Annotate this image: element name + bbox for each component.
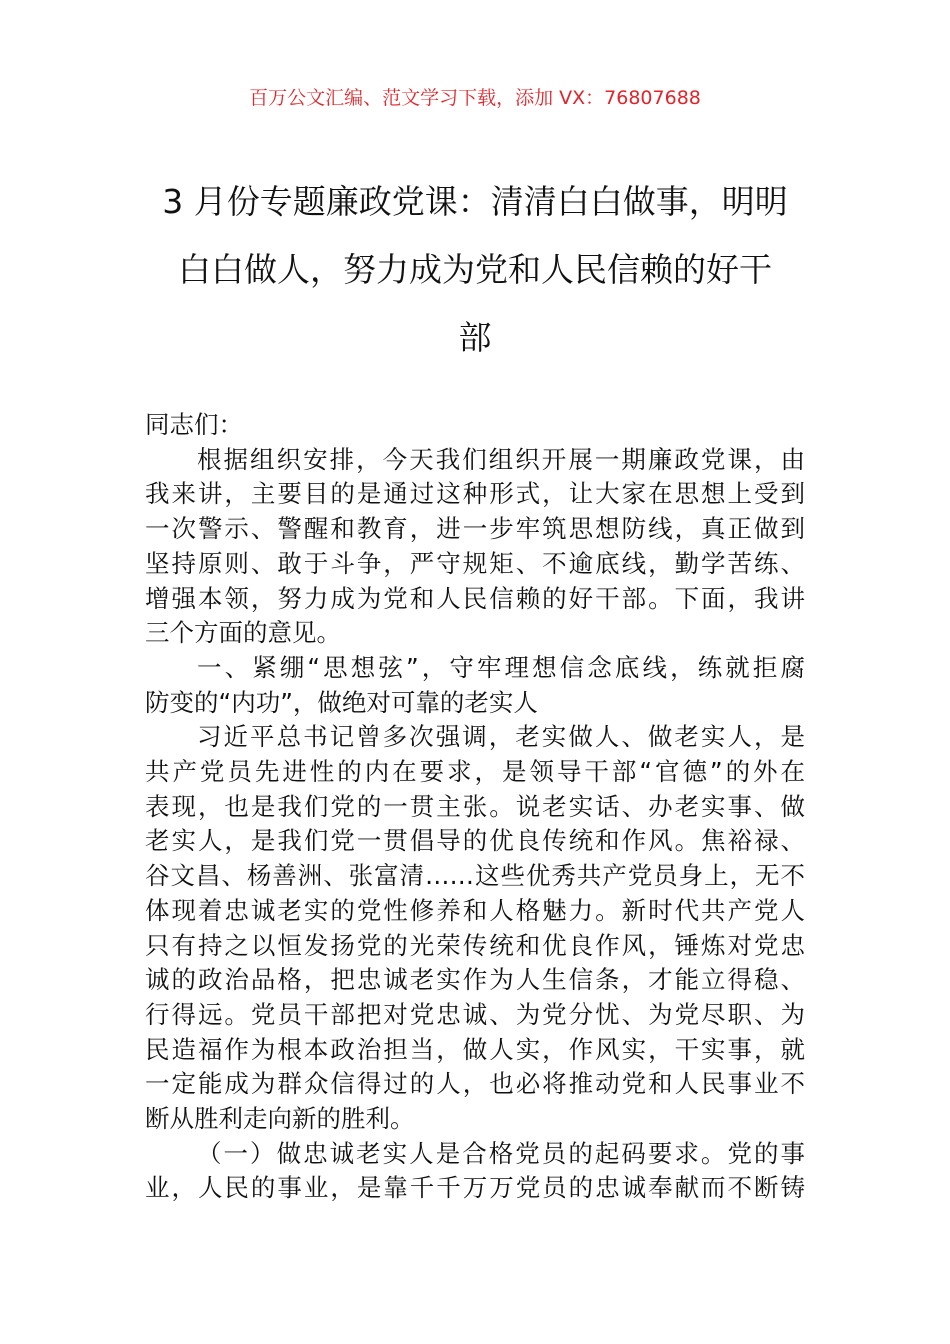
body-line: 一定能成为群众信得过的人，也必将推动党和人民事业不 xyxy=(145,1069,805,1099)
body-line: 增强本领，努力成为党和人民信赖的好干部。下面，我讲 xyxy=(145,583,805,613)
body-line: 体现着忠诚老实的党性修养和人格魅力。新时代共产党人 xyxy=(145,895,805,925)
body-line: 一次警示、警醒和教育，进一步牢筑思想防线，真正做到 xyxy=(145,514,805,544)
title-line: 部 xyxy=(458,318,492,357)
body-line: 老实人，是我们党一贯倡导的优良传统和作风。焦裕禄、 xyxy=(145,826,805,856)
body-line: 三个方面的意见。 xyxy=(145,618,341,648)
download-banner: 百万公文汇编、范文学习下载，添加 VX：76807688 xyxy=(249,87,701,109)
title-line: 3 月份专题廉政党课：清清白白做事，明明 xyxy=(162,182,788,221)
body-line: 民造福作为根本政治担当，做人实，作风实，干实事，就 xyxy=(145,1034,805,1064)
subsection-line: （一）做忠诚老实人是合格党员的起码要求。党的事 xyxy=(197,1138,805,1168)
body-line: 断从胜利走向新的胜利。 xyxy=(145,1104,415,1134)
body-line: 诚的政治品格，把忠诚老实作为人生信条，才能立得稳、 xyxy=(145,965,805,995)
body-line: 只有持之以恒发扬党的光荣传统和优良作风，锤炼对党忠 xyxy=(145,930,805,960)
body-line: 共产党员先进性的内在要求，是领导干部“官德”的外在 xyxy=(145,757,805,787)
body-line: 业，人民的事业，是靠千千万万党员的忠诚奉献而不断铸 xyxy=(145,1173,805,1203)
body-line: 坚持原则、敢于斗争，严守规矩、不逾底线，勤学苦练、 xyxy=(145,548,805,578)
document-body xyxy=(145,408,805,1206)
document-title xyxy=(140,168,810,372)
salutation: 同志们： xyxy=(145,410,243,439)
body-line: 根据组织安排，今天我们组织开展一期廉政党课，由 xyxy=(197,444,805,474)
body-line: 习近平总书记曾多次强调，老实做人、做老实人，是 xyxy=(197,722,805,752)
title-line: 白白做人，努力成为党和人民信赖的好干 xyxy=(178,250,772,289)
body-line: 行得远。党员干部把对党忠诚、为党分忧、为党尽职、为 xyxy=(145,999,805,1029)
body-line: 谷文昌、杨善洲、张富清……这些优秀共产党员身上，无不 xyxy=(145,861,805,891)
section-heading-line: 一、紧绷“思想弦”，守牢理想信念底线，练就拒腐 xyxy=(197,652,805,682)
section-heading-line: 防变的“内功”，做绝对可靠的老实人 xyxy=(145,687,538,717)
body-line: 我来讲，主要目的是通过这种形式，让大家在思想上受到 xyxy=(145,479,805,509)
body-line: 表现，也是我们党的一贯主张。说老实话、办老实事、做 xyxy=(145,791,805,821)
